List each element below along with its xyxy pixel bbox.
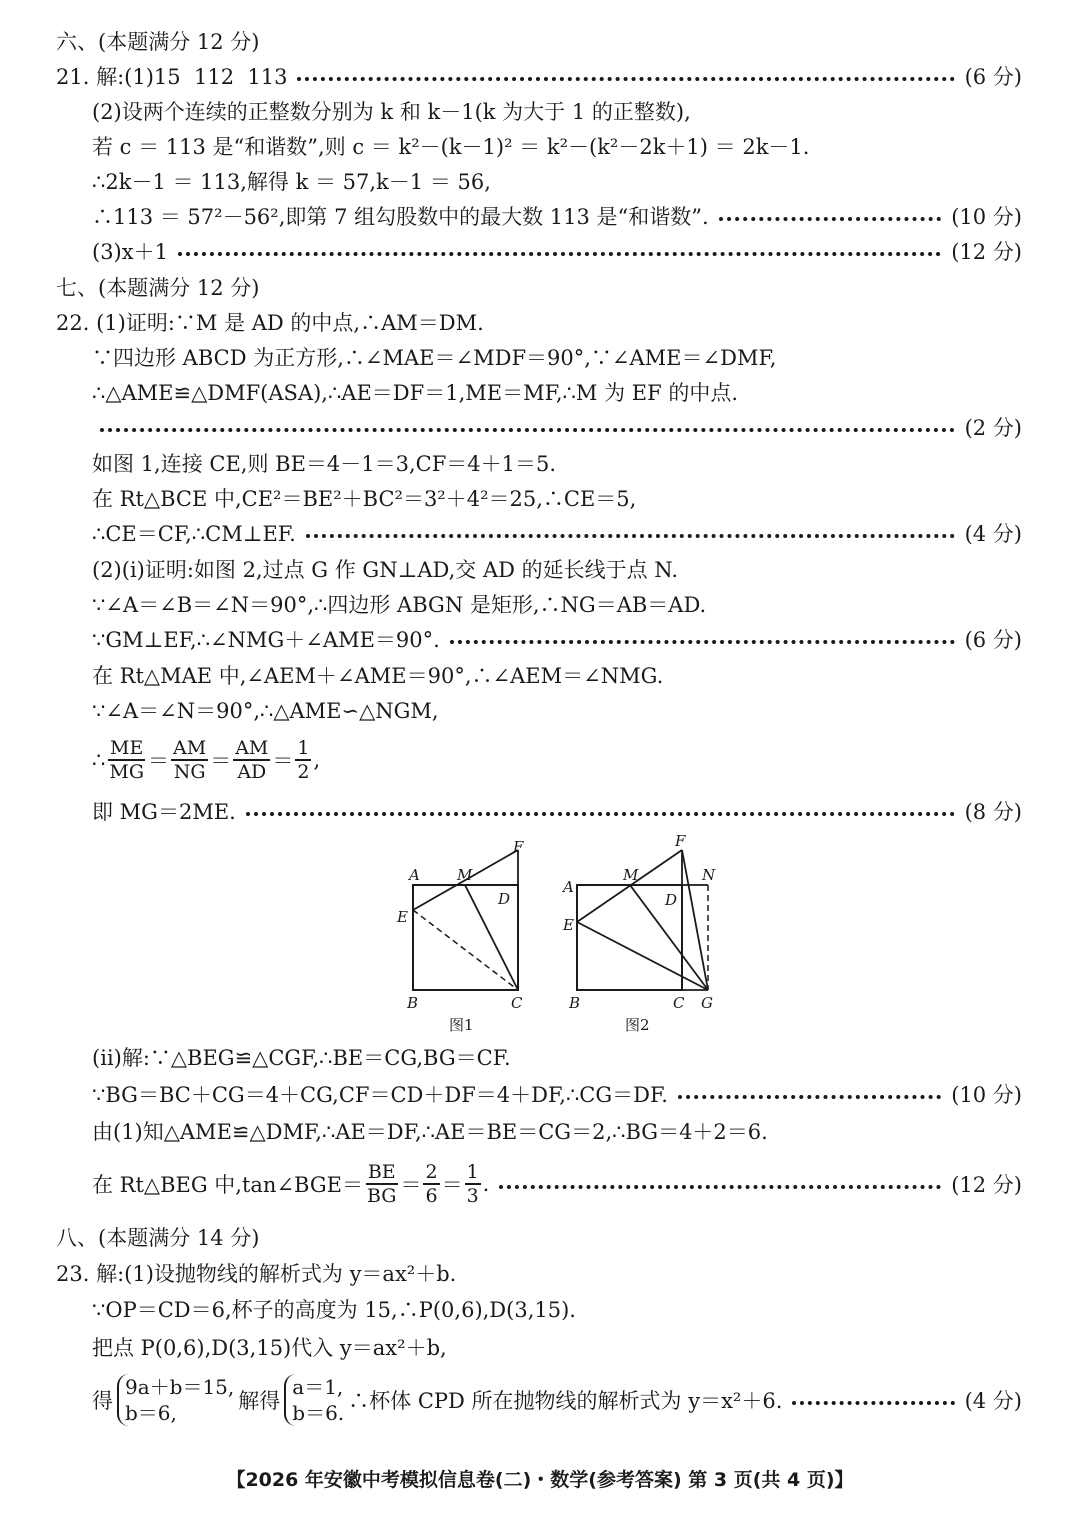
q21-line-4: ∴2k－1 ＝ 113,解得 k ＝ 57,k－1 ＝ 56, (92, 170, 491, 194)
q21-line-2: (2)设两个连续的正整数分别为 k 和 k－1(k 为大于 1 的正整数), (92, 100, 691, 124)
q22-line-4: 如图 1,连接 CE,则 BE＝4－1＝3,CF＝4＋1＝5. (92, 452, 557, 476)
fig2-label-a: A (563, 878, 574, 896)
fig2-label-n: N (702, 866, 716, 884)
q22-line-7: (2)(ⅰ)证明:如图 2,过点 G 作 GN⊥AD,交 AD 的延长线于点 N. (92, 558, 678, 582)
q21-line-6: (3)x＋1 (12 分) (92, 234, 1022, 268)
fig2-label-e: E (563, 916, 574, 934)
geometry-figures (385, 830, 745, 1040)
fig1-label-c: C (511, 994, 523, 1012)
fig2-label-c: C (673, 994, 685, 1012)
score: (10 分) (951, 205, 1022, 229)
q22-part2-line-3: 由(1)知△AME≌△DMF,∴AE＝DF,∴AE＝BE＝CG＝2,∴BG＝4＋2＝6. (92, 1120, 768, 1144)
q22-line-2: ∵四边形 ABCD 为正方形,∴∠MAE＝∠MDF＝90°,∵∠AME＝∠DMF, (92, 346, 777, 370)
figure-1 (396, 838, 524, 1034)
fig2-label-g: G (701, 994, 713, 1012)
q21-line-3: 若 c ＝ 113 是“和谐数”,则 c ＝ k²－(k－1)² ＝ k²－(k²－2k＋1) ＝ 2k－1. (92, 135, 810, 159)
page-footer: 【2026 年安徽中考模拟信息卷(二)・数学(参考答案) 第 3 页(共 4 页)】 (226, 1468, 854, 1491)
fig2-caption: 图2 (625, 1016, 650, 1034)
q21-line-5: ∴113 ＝ 57²－56²,即第 7 组勾股数中的最大数 113 是“和谐数”. (10 分) (92, 199, 1022, 233)
figure-2 (561, 832, 716, 1034)
score: (4 分) (964, 1389, 1022, 1413)
q22-line-10: 在 Rt△MAE 中,∠AEM＋∠AME＝90°,∴∠AEM＝∠NMG. (92, 664, 664, 688)
score: (10 分) (951, 1083, 1022, 1107)
q22-part2-line-1: (ⅱ)解:∵△BEG≌△CGF,∴BE＝CG,BG＝CF. (92, 1046, 511, 1070)
fig2-label-m: M (623, 866, 639, 884)
fraction-am-ad: $\frac{AM}{AD}$ (235, 737, 269, 783)
equation-system-2: a＝1, b＝6. (284, 1374, 344, 1426)
fig1-label-d: D (498, 890, 511, 908)
score: (12 分) (951, 1173, 1022, 1197)
score: (2 分) (964, 416, 1022, 440)
q23-line-2: ∵OP＝CD＝6,杯子的高度为 15,∴P(0,6),D(3,15). (92, 1298, 576, 1322)
fig1-label-a: A (409, 866, 420, 884)
fraction-two-sixths: $\frac{2}{6}$ (425, 1161, 438, 1207)
fig1-label-f: F (513, 838, 524, 856)
fraction-be-bg: $\frac{BE}{BG}$ (366, 1161, 397, 1207)
q22-line-6: ∴CE＝CF,∴CM⊥EF. (4 分) (92, 516, 1022, 550)
score: (4 分) (964, 522, 1022, 546)
score: (8 分) (964, 800, 1022, 824)
fraction-am-ng: $\frac{AM}{NG}$ (173, 737, 207, 783)
fraction-one-half: $\frac{1}{2}$ (297, 737, 310, 783)
section-7-title: 七、(本题满分 12 分) (56, 276, 260, 300)
fig1-label-m: M (457, 866, 473, 884)
q22-line-8: ∵∠A＝∠B＝∠N＝90°,∴四边形 ABGN 是矩形,∴NG＝AB＝AD. (92, 593, 707, 617)
section-6-title: 六、(本题满分 12 分) (56, 30, 260, 54)
fig2-label-b: B (569, 994, 581, 1012)
q23-system-line: 得 9a＋b＝15, b＝6, 解得 a＝1, b＝6. ∴杯体 CPD 所在抛物线的解析式为 y＝x²＋6. (4 分) (92, 1375, 1022, 1425)
equation-system-1: 9a＋b＝15, b＝6, (117, 1374, 234, 1426)
q22-score-line-3 (100, 410, 1022, 444)
fig1-label-e: E (397, 908, 408, 926)
q22-line-3: ∴△AME≌△DMF(ASA),∴AE＝DF＝1,ME＝MF,∴M 为 EF 的中点. (92, 381, 739, 405)
q23-line-1: 23. 解:(1)设抛物线的解析式为 y＝ax²＋b. (56, 1262, 457, 1286)
score: (6 分) (964, 65, 1022, 89)
fig2-label-f: F (675, 832, 686, 850)
fig2-label-d: D (665, 891, 678, 909)
fraction-one-third: $\frac{1}{3}$ (466, 1161, 479, 1207)
fraction-me-mg: $\frac{ME}{MG}$ (109, 737, 145, 783)
q22-line-13: 即 MG＝2ME. (8 分) (92, 794, 1022, 828)
q22-fraction-line: ∴ $\frac{ME}{MG}$ ＝ $\frac{AM}{NG}$ ＝ $\frac{AM}{AD}$ ＝ $\frac{1}{2}$ , (92, 737, 321, 783)
q21-line-1: 21. 解:(1)15 112 113 (6 分) (56, 59, 1022, 93)
q23-line-3: 把点 P(0,6),D(3,15)代入 y＝ax²＋b, (92, 1336, 447, 1360)
score: (12 分) (951, 240, 1022, 264)
fig1-label-b: B (407, 994, 419, 1012)
q22-tan-line: 在 Rt△BEG 中,tan∠BGE＝ $\frac{BE}{BG}$ ＝ $\frac{2}{6}$ ＝ $\frac{1}{3}$ . (12 分) (92, 1161, 1022, 1207)
q22-line-11: ∵∠A＝∠N＝90°,∴△AME∽△NGM, (92, 699, 439, 723)
q22-line-9: ∵GM⊥EF,∴∠NMG＋∠AME＝90°. (6 分) (92, 622, 1022, 656)
q22-part2-line-2: ∵BG＝BC＋CG＝4＋CG,CF＝CD＋DF＝4＋DF,∴CG＝DF. (10 分) (92, 1077, 1022, 1111)
score: (6 分) (964, 628, 1022, 652)
fig1-caption: 图1 (449, 1016, 474, 1034)
q22-line-1: 22. (1)证明:∵M 是 AD 的中点,∴AM＝DM. (56, 311, 484, 335)
section-8-title: 八、(本题满分 14 分) (56, 1226, 260, 1250)
q22-line-5: 在 Rt△BCE 中,CE²＝BE²＋BC²＝3²＋4²＝25,∴CE＝5, (92, 487, 637, 511)
